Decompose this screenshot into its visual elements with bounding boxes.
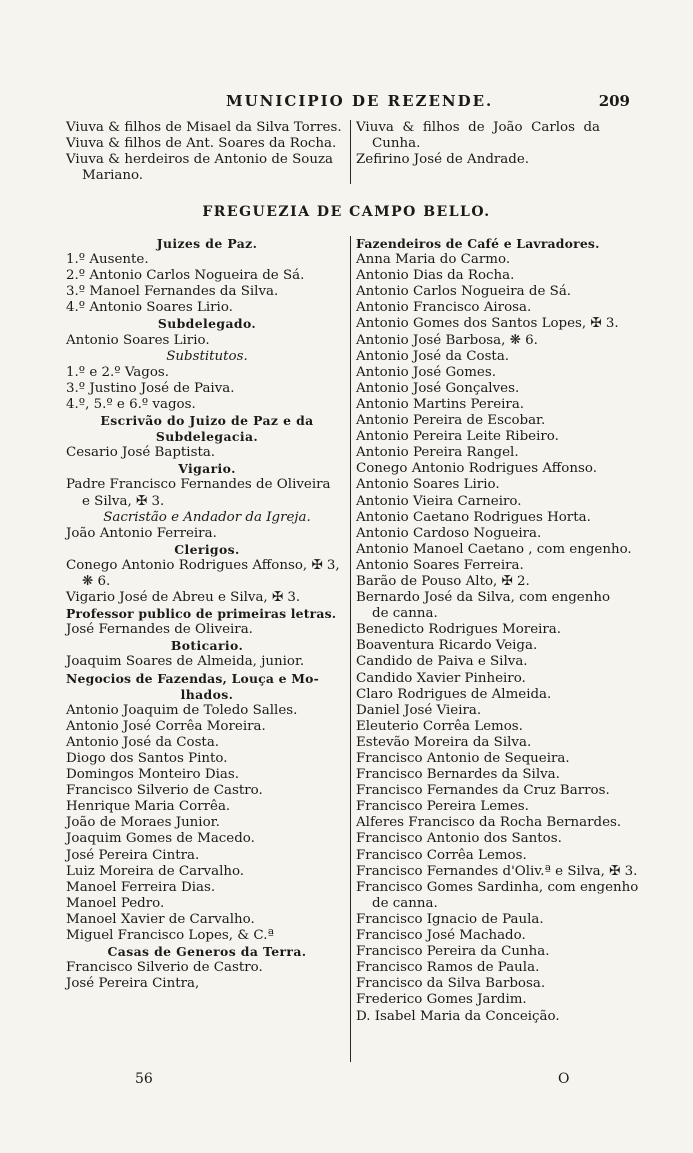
list-item: Antonio Caetano Rodrigues Horta.	[356, 509, 591, 525]
list-item: Mariano.	[82, 168, 144, 184]
list-item: Vigario José de Abreu e Silva, ✠ 3.	[66, 590, 301, 606]
top-left-block	[66, 120, 348, 184]
list-item: 2.º Antonio Carlos Nogueira de Sá.	[66, 268, 305, 284]
list-item: Francisco Ignacio de Paula.	[356, 911, 544, 927]
list-item: Francisco Antonio dos Santos.	[356, 831, 562, 847]
list-item: Barão de Pouso Alto, ✠ 2.	[356, 573, 530, 589]
heading-escrivao: Escrivão do Juizo de Paz e da	[100, 413, 314, 429]
list-item: Antonio Soares Lirio.	[66, 332, 210, 348]
list-item: D. Isabel Maria da Conceição.	[356, 1008, 560, 1024]
list-item: Antonio Carlos Nogueira de Sá.	[356, 284, 572, 300]
list-item: Antonio Pereira de Escobar.	[356, 413, 546, 429]
list-item: 1.º e 2.º Vagos.	[66, 364, 170, 380]
list-item: Viuva & filhos de Ant. Soares da Rocha.	[66, 136, 337, 152]
list-item: Manoel Xavier de Carvalho.	[66, 911, 255, 927]
list-item: Antonio José Gonçalves.	[356, 380, 520, 396]
list-item: Cunha.	[372, 136, 421, 152]
list-item: Claro Rodrigues de Almeida.	[356, 686, 552, 702]
list-item: Conego Antonio Rodrigues Affonso, ✠ 3,	[66, 557, 340, 573]
list-item: Francisco Silverio de Castro.	[66, 783, 263, 799]
heading-clerigos: Clerigos.	[174, 541, 240, 557]
heading-sacristao: Sacristão e Andador da Igreja.	[103, 509, 311, 525]
list-item: Antonio José Gomes.	[356, 364, 496, 380]
heading-fazendeiros: Fazendeiros de Café e Lavradores.	[356, 236, 600, 251]
list-item: Francisco Fernandes da Cruz Barros.	[356, 783, 610, 799]
list-item: ❋ 6.	[82, 573, 111, 589]
list-item: Conego Antonio Rodrigues Affonso.	[356, 461, 597, 477]
column-divider	[350, 236, 351, 1062]
list-item: e Silva, ✠ 3.	[82, 493, 165, 509]
list-item: Candido Xavier Pinheiro.	[356, 670, 526, 686]
list-item: Boaventura Ricardo Veiga.	[356, 638, 538, 654]
list-item: Francisco Fernandes d'Oliv.ª e Silva, ✠ 3.	[356, 863, 638, 879]
list-item: Francisco Pereira Lemes.	[356, 799, 529, 815]
section-title: FREGUEZIA DE CAMPO BELLO.	[202, 204, 491, 220]
list-item: Henrique Maria Corrêa.	[66, 799, 231, 815]
list-item: Frederico Gomes Jardim.	[356, 992, 527, 1008]
top-right-block	[356, 120, 632, 168]
list-item: Antonio José da Costa.	[356, 348, 510, 364]
list-item: 4.º, 5.º e 6.º vagos.	[66, 396, 196, 412]
fazendeiros-list	[356, 252, 639, 1025]
heading-professor: Professor publico de primeiras letras.	[66, 606, 337, 622]
list-item: de canna.	[372, 895, 438, 911]
list-item: Antonio Vieira Carneiro.	[356, 493, 522, 509]
list-item: Francisco Gomes Sardinha, com engenho	[356, 879, 639, 895]
list-item: Francisco Ramos de Paula.	[356, 960, 540, 976]
list-item: João de Moraes Junior.	[66, 815, 220, 831]
list-item: Antonio José da Costa.	[66, 734, 220, 750]
heading-casas: Casas de Generos da Terra.	[107, 944, 307, 960]
list-item: Zefirino José de Andrade.	[356, 152, 530, 168]
list-item: Antonio Francisco Airosa.	[356, 300, 532, 316]
list-item: Bernardo José da Silva, com engenho	[356, 590, 611, 606]
signature-mark: 56	[135, 1071, 153, 1087]
list-item: Miguel Francisco Lopes, & C.ª	[66, 928, 274, 944]
list-item: de canna.	[372, 606, 438, 622]
list-item: 4.º Antonio Soares Lirio.	[66, 300, 233, 316]
right-column	[356, 236, 639, 1025]
list-item: Candido de Paiva e Silva.	[356, 654, 528, 670]
list-item: Antonio Pereira Leite Ribeiro.	[356, 429, 559, 445]
list-item: Francisco José Machado.	[356, 928, 526, 944]
list-item: Domingos Monteiro Dias.	[66, 767, 239, 783]
list-item: Anna Maria do Carmo.	[356, 252, 511, 268]
heading-escrivao-cont: Subdelegacia.	[155, 429, 259, 445]
heading-boticario: Boticario.	[170, 638, 244, 654]
list-item: Estevão Moreira da Silva.	[356, 734, 532, 750]
page-title: MUNICIPIO DE REZENDE.	[226, 92, 494, 110]
list-item: Francisco Silverio de Castro.	[66, 960, 263, 976]
list-item: Antonio Joaquim de Toledo Salles.	[66, 702, 298, 718]
list-item: 3.º Justino José de Paiva.	[66, 380, 235, 396]
list-item: Diogo dos Santos Pinto.	[66, 751, 228, 766]
column-divider	[350, 120, 351, 184]
list-item: Viuva & filhos de Misael da Silva Torres.	[66, 120, 342, 135]
list-item: José Pereira Cintra,	[66, 976, 200, 992]
list-item: José Fernandes de Oliveira.	[66, 622, 253, 638]
list-item: Antonio José Corrêa Moreira.	[66, 718, 266, 734]
list-item: Manoel Ferreira Dias.	[66, 879, 216, 895]
heading-negocios: Negocios de Fazendas, Louça e Mo-	[66, 670, 319, 686]
list-item: Antonio José Barbosa, ❋ 6.	[356, 332, 538, 348]
list-item: Antonio Dias da Rocha.	[356, 268, 515, 284]
list-item: Francisco da Silva Barbosa.	[356, 976, 546, 992]
heading-substitutos: Substitutos.	[166, 348, 248, 364]
list-item: Antonio Soares Ferreira.	[356, 557, 524, 573]
list-item: Cesario José Baptista.	[66, 445, 216, 461]
running-header	[66, 92, 630, 114]
list-item: José Pereira Cintra.	[66, 847, 200, 863]
signature-mark-right: O	[558, 1071, 570, 1087]
heading-vigario: Vigario.	[178, 461, 236, 477]
list-item: Antonio Soares Lirio.	[356, 477, 500, 493]
list-item: Luiz Moreira de Carvalho.	[66, 863, 245, 879]
list-item: Francisco Antonio de Sequeira.	[356, 751, 570, 766]
list-item: Antonio Gomes dos Santos Lopes, ✠ 3.	[356, 316, 619, 332]
list-item: Manoel Pedro.	[66, 895, 165, 911]
list-item: Francisco Pereira da Cunha.	[356, 944, 550, 960]
page-number: 209	[598, 92, 630, 110]
list-item: Alferes Francisco da Rocha Bernardes.	[356, 815, 622, 831]
left-column	[66, 236, 348, 992]
heading-subdelegado: Subdelegado.	[157, 316, 257, 332]
list-item: Benedicto Rodrigues Moreira.	[356, 622, 562, 638]
list-item: Antonio Manoel Caetano , com engenho.	[356, 541, 632, 557]
list-item: Eleuterio Corrêa Lemos.	[356, 718, 523, 734]
list-item: Francisco Bernardes da Silva.	[356, 767, 560, 783]
list-item: Antonio Martins Pereira.	[356, 396, 525, 412]
list-item: Padre Francisco Fernandes de Oliveira	[66, 477, 331, 493]
list-item: Viuva & herdeiros de Antonio de Souza	[66, 152, 334, 168]
list-item: 1.º Ausente.	[66, 252, 149, 268]
list-item: Viuva & filhos de João Carlos da	[356, 120, 601, 135]
list-item: Francisco Corrêa Lemos.	[356, 847, 527, 863]
list-item: Joaquim Gomes de Macedo.	[66, 831, 255, 847]
list-item: Joaquim Soares de Almeida, junior.	[66, 654, 305, 670]
list-item: 3.º Manoel Fernandes da Silva.	[66, 284, 279, 300]
list-item: Antonio Cardoso Nogueira.	[356, 525, 542, 541]
list-item: João Antonio Ferreira.	[66, 525, 217, 541]
heading-juizes: Juizes de Paz.	[156, 236, 258, 251]
list-item: Antonio Pereira Rangel.	[356, 445, 519, 461]
list-item: Daniel José Vieira.	[356, 702, 482, 718]
heading-negocios-cont: lhados.	[180, 686, 234, 702]
